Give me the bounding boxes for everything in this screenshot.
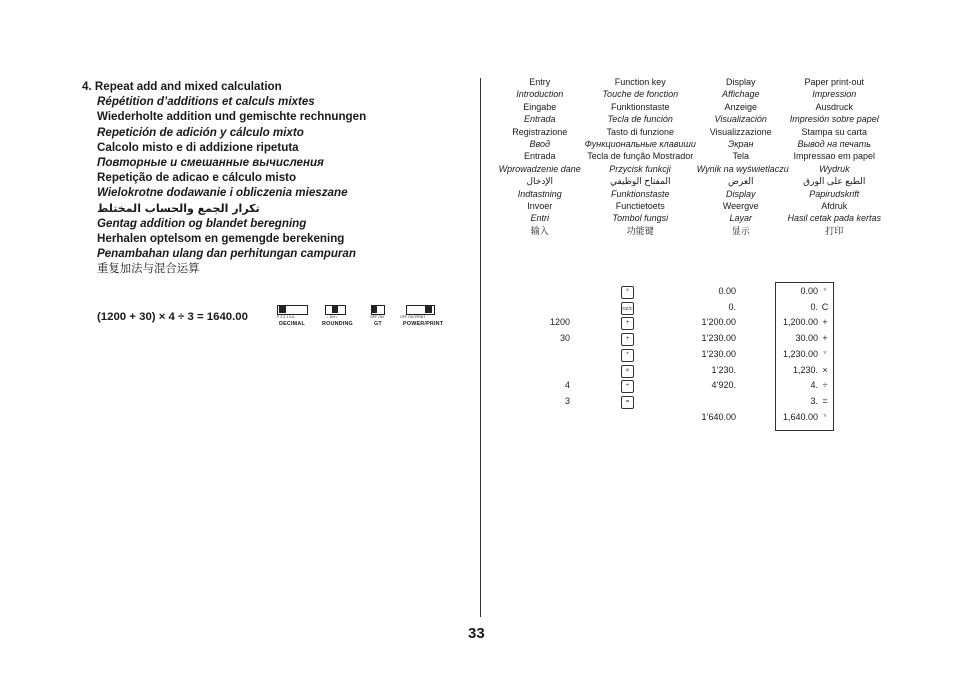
legend-table	[496, 76, 884, 237]
printout-symbol: C	[821, 301, 829, 312]
legend-paper-printout: Wydruk	[819, 163, 850, 174]
legend-display: Weergve	[722, 200, 759, 211]
printout-symbol: +	[822, 317, 828, 328]
printout-symbol: *	[823, 348, 827, 359]
legend-row	[496, 126, 884, 138]
legend-paper-printout: Impressao em papel	[793, 151, 876, 162]
legend-paper-printout: Afdruk	[821, 200, 848, 211]
legend-row	[496, 163, 884, 175]
legend-entry: Eingabe	[523, 101, 557, 112]
legend-display: Display	[725, 77, 756, 87]
printout-symbol: +	[822, 333, 828, 344]
legend-row	[496, 188, 884, 200]
legend-entry: Registrazione	[512, 126, 568, 137]
section-title-translation: 重复加法与混合运算	[97, 261, 200, 276]
printout-value: 1,230.	[792, 364, 818, 375]
legend-display: Layar	[729, 213, 752, 224]
legend-function-key: Functietoets	[615, 200, 665, 211]
operation-row	[496, 300, 841, 316]
example-formula: (1200 + 30) × 4 ÷ 3 = 1640.00	[97, 311, 248, 323]
operation-row	[496, 315, 841, 331]
legend-paper-printout: 打印	[825, 225, 844, 236]
legend-function-key: 功能键	[626, 225, 654, 236]
section-title-translation: تكرار الجمع والحساب المختلط	[97, 201, 260, 215]
operation-entry: 4	[564, 380, 570, 391]
section-heading: 4. Repeat add and mixed calculation	[82, 80, 282, 93]
section-title-translation: Herhalen optelsom en gemengde berekening	[97, 232, 345, 246]
decimal-switch-knob	[279, 305, 286, 313]
legend-entry: Entrada	[524, 151, 556, 162]
operation-table	[496, 284, 841, 424]
legend-paper-printout: Вывод на печать	[797, 138, 871, 149]
section-titles	[82, 79, 477, 277]
legend-function-key: Функциональные клавиши	[584, 138, 696, 149]
operation-display: 1’230.00	[701, 348, 736, 359]
legend-paper-printout: Paper print-out	[804, 77, 865, 87]
operation-row	[496, 394, 841, 410]
printout-symbol: ÷	[822, 380, 828, 391]
operation-display: 1’230.	[711, 364, 736, 375]
legend-function-key: Tecla de función	[607, 114, 673, 125]
operation-row	[496, 331, 841, 347]
operation-row	[496, 284, 841, 300]
function-key-icon: +	[621, 317, 634, 330]
operation-display: 1’200.00	[701, 317, 736, 328]
section-title-translation: Gentag addition og blandet beregning	[97, 216, 307, 230]
legend-paper-printout: Impresión sobre papel	[789, 114, 879, 125]
section-title-translation: Wiederholte addition und gemischte rechnungen	[97, 110, 367, 124]
legend-display: Anzeige	[724, 101, 757, 112]
legend-paper-printout: Ausdruck	[815, 101, 854, 112]
legend-row	[496, 88, 884, 100]
section-title-translation: Повторные и смешанные вычисления	[97, 156, 324, 170]
rounding-switch-positions: ↑ 5/4 ↓	[327, 315, 338, 319]
legend-row	[496, 76, 884, 88]
legend-display: العرض	[728, 176, 754, 187]
printout-value: 3.	[810, 395, 818, 406]
legend-paper-printout: الطبع على الورق	[803, 176, 866, 187]
legend-row	[496, 175, 884, 187]
rounding-switch-knob	[332, 305, 338, 313]
operation-row	[496, 378, 841, 394]
legend-row	[496, 101, 884, 113]
operation-display: 0.00	[718, 286, 736, 296]
operation-row	[496, 347, 841, 363]
legend-entry: Entry	[529, 77, 551, 87]
legend-row	[496, 113, 884, 125]
operation-entry: 1200	[549, 317, 570, 328]
printout-value: 0.00	[800, 286, 818, 296]
function-key-icon: =	[621, 396, 634, 409]
printout-value: 0.	[810, 301, 818, 312]
legend-entry: الإدخال	[526, 176, 554, 187]
rounding-switch-label: ROUNDING	[322, 321, 353, 327]
printout-symbol: *	[823, 411, 827, 422]
function-key-icon: *	[621, 286, 634, 299]
legend-function-key: Funktionstaste	[610, 101, 670, 112]
operation-display: 1’640.00	[701, 411, 736, 422]
legend-function-key: Tasto di funzione	[606, 126, 675, 137]
operation-display: 0.	[728, 301, 736, 312]
function-key-icon: ×	[621, 365, 634, 378]
printout-symbol: =	[822, 395, 828, 406]
decimal-switch-label: DECIMAL	[279, 321, 305, 327]
legend-display: Visualización	[714, 114, 767, 125]
function-key-icon: ÷	[621, 380, 634, 393]
legend-display: Экран	[728, 138, 754, 149]
power-switch-positions: OFF ON PRINT	[400, 315, 426, 319]
legend-function-key: Function key	[614, 77, 666, 87]
operation-row	[496, 410, 841, 426]
legend-entry: Introduction	[516, 89, 564, 100]
function-key-icon: *	[621, 349, 634, 362]
function-key-icon: CE/C	[621, 302, 634, 315]
legend-row	[496, 225, 884, 237]
operation-display: 1’230.00	[701, 333, 736, 344]
printout-symbol: *	[823, 286, 827, 296]
power-switch-knob	[425, 305, 432, 313]
legend-entry: Entrada	[524, 114, 556, 125]
legend-entry: Entri	[530, 213, 550, 224]
section-title-translation: Repetição de adicao e cálculo misto	[97, 171, 297, 185]
legend-entry: Invoer	[527, 200, 553, 211]
legend-row	[496, 200, 884, 212]
legend-entry: 输入	[530, 225, 549, 236]
operation-entry: 3	[564, 395, 570, 406]
section-title-translation: Repetición de adición y cálculo mixto	[97, 125, 304, 139]
decimal-switch-positions: F 3 2 1 0 A	[277, 315, 295, 319]
printout-value: 4.	[810, 380, 818, 391]
printout-value: 30.00	[795, 333, 818, 344]
legend-display: Tela	[732, 151, 749, 162]
legend-row	[496, 138, 884, 150]
gt-switch-knob	[372, 305, 377, 313]
legend-paper-printout: Hasil cetak pada kertas	[787, 213, 882, 224]
legend-function-key: Tecla de função Mostrador	[587, 151, 694, 162]
legend-row	[496, 150, 884, 162]
legend-function-key: Touche de fonction	[602, 89, 679, 100]
legend-display: Affichage	[721, 89, 760, 100]
printout-symbol: ×	[822, 364, 828, 375]
legend-function-key: المفتاح الوظيفي	[609, 176, 671, 187]
column-divider	[480, 78, 481, 617]
legend-display: Display	[725, 188, 756, 199]
gt-switch-label: GT	[374, 321, 382, 327]
legend-entry: Wprowadzenie dane	[498, 163, 581, 174]
printout-value: 1,640.00	[782, 411, 818, 422]
gt-switch-positions: OFF ON	[370, 315, 384, 319]
function-key-icon: +	[621, 333, 634, 346]
legend-paper-printout: Papirudskrift	[809, 188, 860, 199]
section-title-translation: Wielokrotne dodawanie i obliczenia mieszane	[97, 186, 348, 200]
operation-display: 4’920.	[711, 380, 736, 391]
section-title-translation: Calcolo misto e di addizione ripetuta	[97, 140, 299, 154]
legend-display: 显示	[731, 225, 750, 236]
printout-value: 1,230.00	[782, 348, 818, 359]
legend-row	[496, 212, 884, 224]
power-switch-label: POWER/PRINT	[403, 321, 444, 327]
legend-display: Visualizzazione	[709, 126, 772, 137]
printout-value: 1,200.00	[782, 317, 818, 328]
legend-entry: Ввод	[529, 138, 551, 149]
section-title-translation: Répétition d’additions et calculs mixtes	[97, 95, 315, 109]
legend-function-key: Przycisk funkcji	[609, 163, 671, 174]
legend-paper-printout: Stampa su carta	[801, 126, 868, 137]
operation-entry: 30	[559, 333, 570, 344]
page-number: 33	[468, 625, 485, 642]
operation-row	[496, 363, 841, 379]
section-title-translation: Penambahan ulang dan perhitungan campuran	[97, 247, 356, 261]
legend-paper-printout: Impression	[812, 89, 857, 100]
legend-function-key: Tombol fungsi	[612, 213, 669, 224]
legend-entry: Indtastning	[517, 188, 562, 199]
legend-function-key: Funktionstaste	[610, 188, 670, 199]
legend-display: Wynik na wyświetlaczu	[696, 163, 789, 174]
title-list	[82, 79, 477, 277]
